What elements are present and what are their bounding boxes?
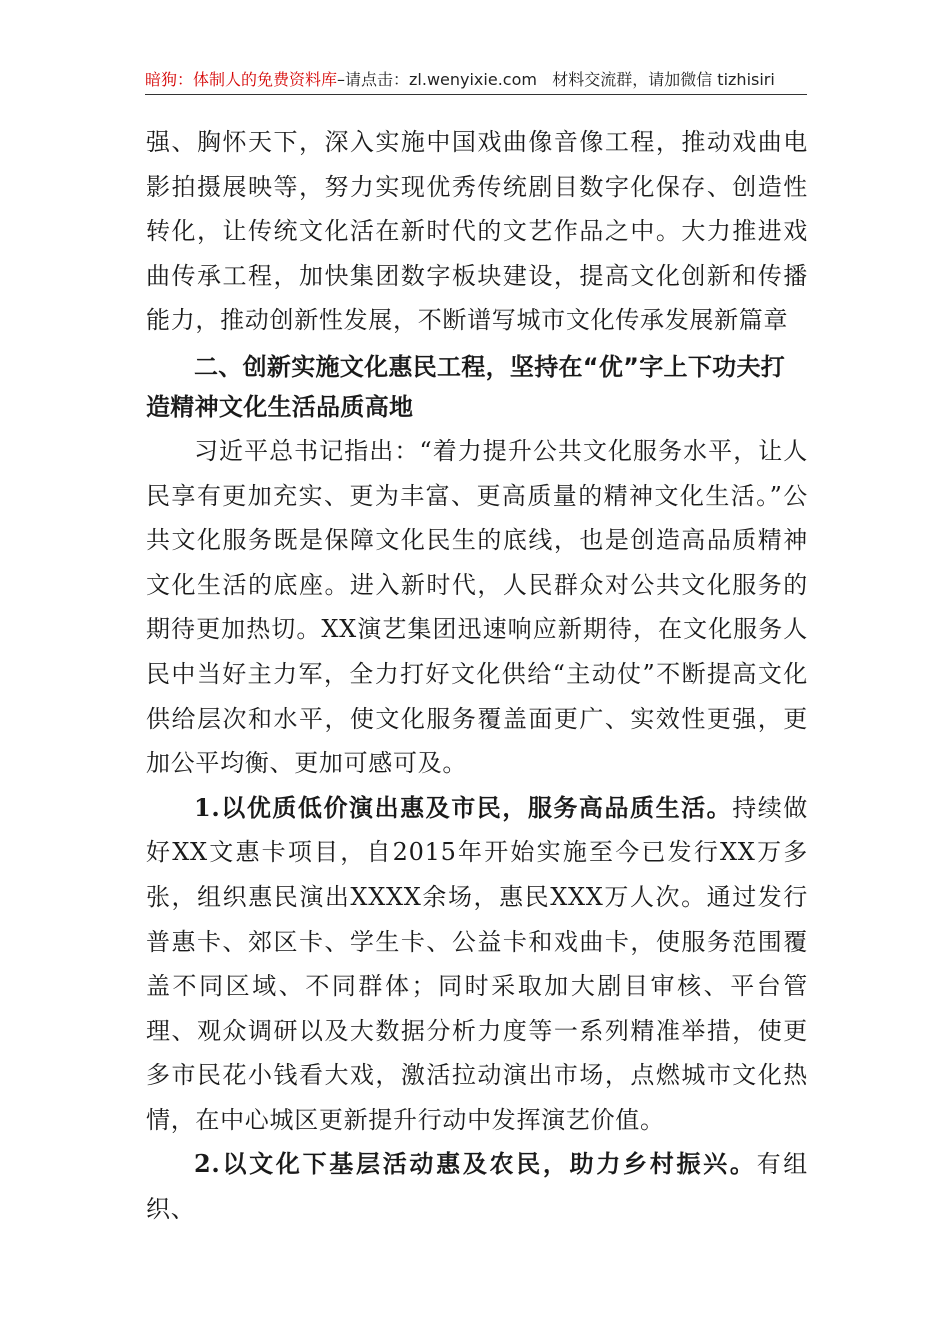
item-1-lead: 1.以优质低价演出惠及市民，服务高品质生活。 (194, 792, 733, 822)
header-link-text[interactable]: –请点击：zl.wenyixie.com (337, 70, 537, 89)
item-2-body: 有组织、 (146, 1150, 809, 1224)
item-2-lead: 2.以文化下基层活动惠及农民，助力乡村振兴。 (194, 1149, 757, 1179)
paragraph-quote: 习近平总书记指出：“着力提升公共文化服务水平，让人民享有更加充实、更为丰富、更高质量的精神文化生活。”公共文化服务既是保障文化民生的底线，也是创造高品质精神文化生活的底座。进入新时代，人民群众对公共文化服务的期待更加热切。XX演艺集团迅速响应新期待，在文化服务人民中当好主力军，全力打好文化供给“主动仗”不断提高文化供给层次和水平，使文化服务覆盖面更广、实效性更强，更加公平均衡、更加可感可及。 (146, 436, 808, 778)
item-1-body: 持续做好XX文惠卡项目，自2015年开始实施至今已发行XX万多张，组织惠民演出XXXX余场，惠民XXX万人次。通过发行普惠卡、郊区卡、学生卡、公益卡和戏曲卡，使服务范围覆盖不同区域、不同群体；同时采取加大剧目审核、平台管理、观众调研以及大数据分析力度等一系列精准举措，使更多市民花小钱看大戏，激活拉动演出市场，点燃城市文化热情，在中心城区更新提升行动中发挥演艺价值。 (146, 793, 808, 1134)
document-body (146, 120, 808, 1232)
section-heading-2: 二、创新实施文化惠民工程，坚持在“优”字上下功夫打造精神文化生活品质高地 (146, 352, 786, 421)
paragraph-item-1 (146, 786, 808, 1143)
paragraph-item-2 (146, 1142, 808, 1231)
page-header (145, 66, 807, 95)
header-wechat-note: 材料交流群，请加微信 tizhisiri (552, 70, 775, 89)
paragraph-continuation: 强、胸怀天下，深入实施中国戏曲像音像工程，推动戏曲电影拍摄展映等，努力实现优秀传统剧目数字化保存、创造性转化，让传统文化活在新时代的文艺作品之中。大力推进戏曲传承工程，加快集团数字板块建设，提高文化创新和传播能力，推动创新性发展，不断谱写城市文化传承发展新篇章 (146, 128, 808, 335)
header-site-name: 暗狗：体制人的免费资料库 (145, 70, 338, 89)
